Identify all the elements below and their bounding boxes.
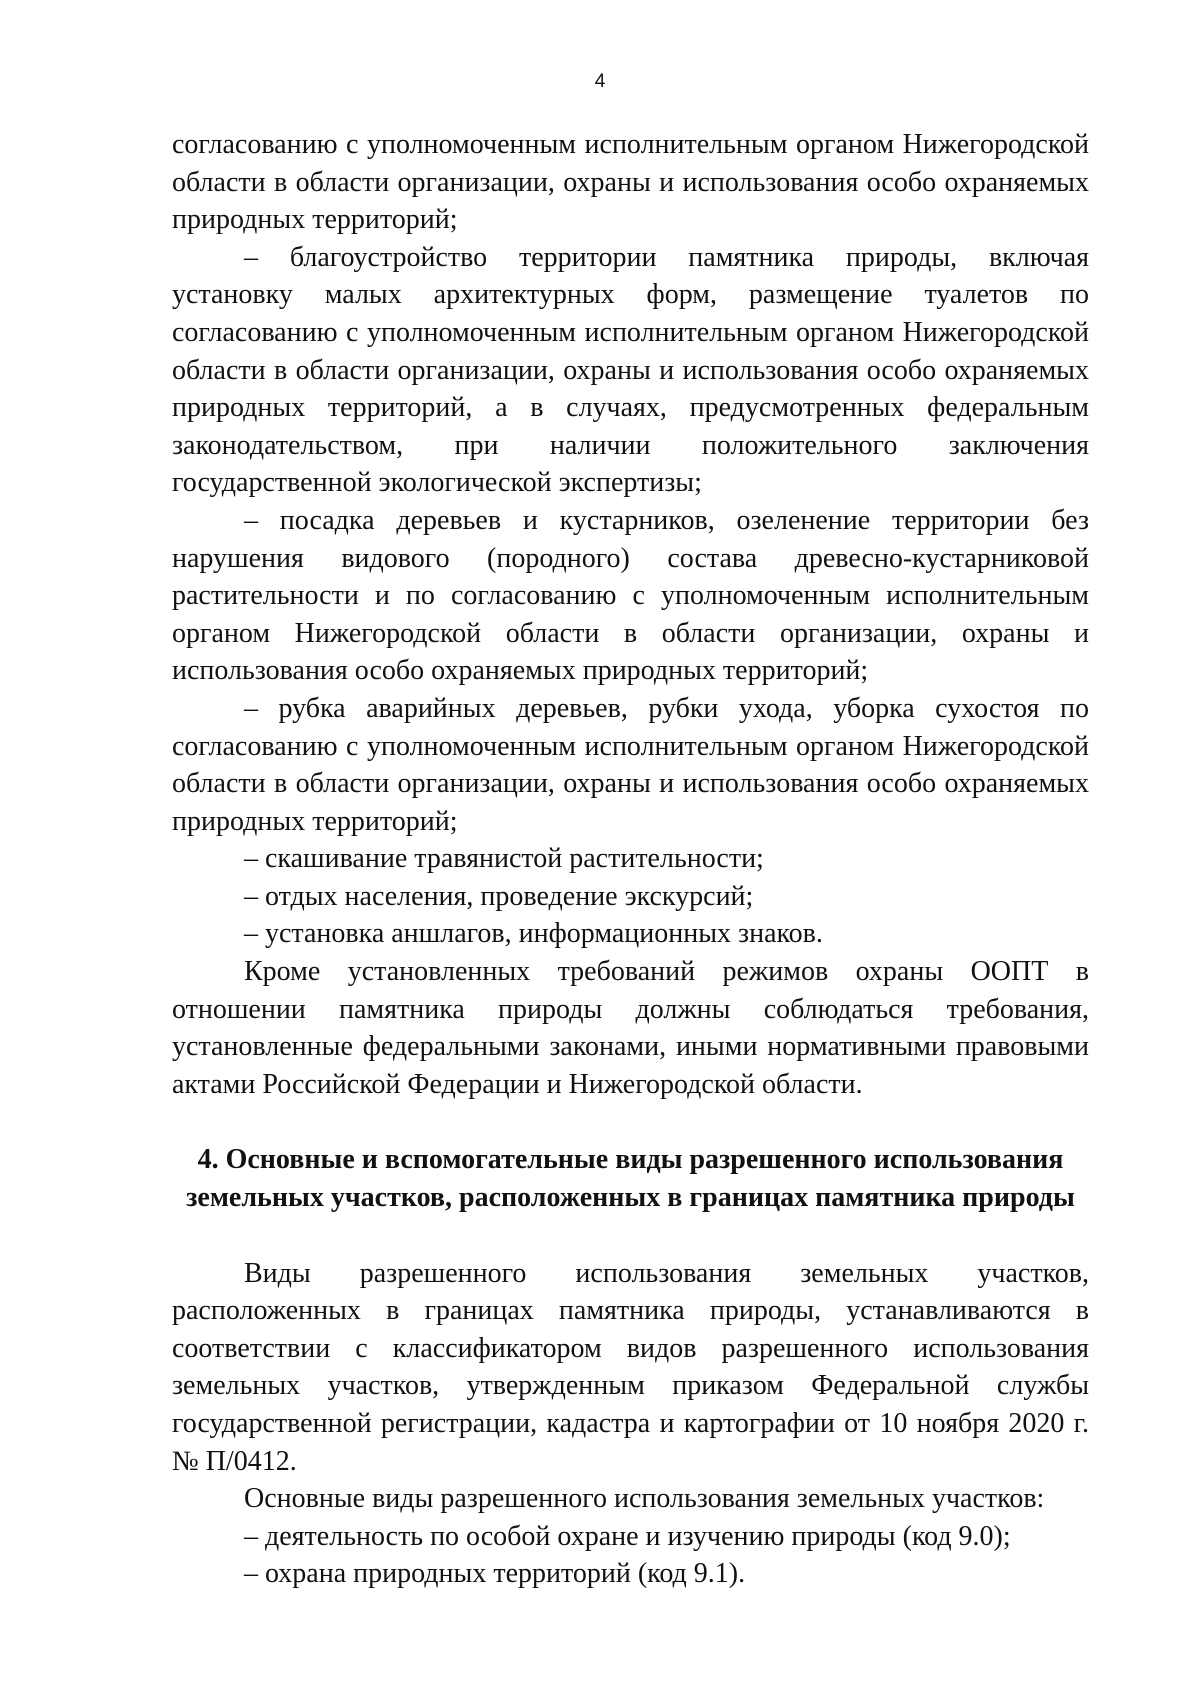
paragraph-requirements: Кроме установленных требований режимов охраны ООПТ в отношении памятника природы должны соблюдаться требования, установленные федеральными законами, иными нормативными правовыми актами Российской Федерации и Нижегородской области. <box>172 956 1089 1100</box>
paragraph-main-uses: Основные виды разрешенного использования земельных участков: <box>244 1483 1045 1515</box>
paragraph-land-use: Виды разрешенного использования земельных участков, расположенных в границах памятника природы, устанавливаются в соответствии с классификатором видов разрешенного использования земельных участков, утвержденным приказом Федеральной службы государственной регистрации, кадастра и картографии от 10 ноября 2020 г. № П/0412. <box>172 1257 1089 1477</box>
list-item-signs: – установка аншлагов, информационных знаков. <box>244 918 823 950</box>
list-item-code-9-1: – охрана природных территорий (код 9.1). <box>244 1558 746 1590</box>
list-item-felling: – рубка аварийных деревьев, рубки ухода, уборка сухостоя по согласованию с уполномоченным исполнительным органом Нижегородской области в области организации, охраны и использования особо охраняемых природных территорий; <box>172 692 1089 837</box>
list-item-landscaping: – благоустройство территории памятника природы, включая установку малых архитектурных форм, размещение туалетов по согласованию с уполномоченным исполнительным органом Нижегородской области в области организации, охраны и использования особо охраняемых природных территорий, а в случаях, предусмотренных федеральным законодательством, при наличии положительного заключения государственной экологической экспертизы; <box>172 241 1089 499</box>
list-item-recreation: – отдых населения, проведение экскурсий; <box>244 880 754 912</box>
paragraph-continuation: согласованию с уполномоченным исполнительным органом Нижегородской области в области организации, охраны и использования особо охраняемых природных территорий; <box>172 129 1089 236</box>
document-body <box>172 126 1089 1593</box>
page-number: 4 <box>594 71 606 92</box>
list-item-planting: – посадка деревьев и кустарников, озеленение территории без нарушения видового (породного) состава древесно-кустарниковой растительности и по согласованию с уполномоченным исполнительным органом Нижегородской области в области организации, охраны и использования особо охраняемых природных территорий; <box>172 504 1089 687</box>
section-heading: 4. Основные и вспомогательные виды разрешенного использования земельных участков, расположенных в границах памятника природы <box>186 1144 1075 1214</box>
list-item-code-9-0: – деятельность по особой охране и изучению природы (код 9.0); <box>244 1520 1011 1552</box>
list-item-mowing: – скашивание травянистой растительности; <box>244 843 764 875</box>
